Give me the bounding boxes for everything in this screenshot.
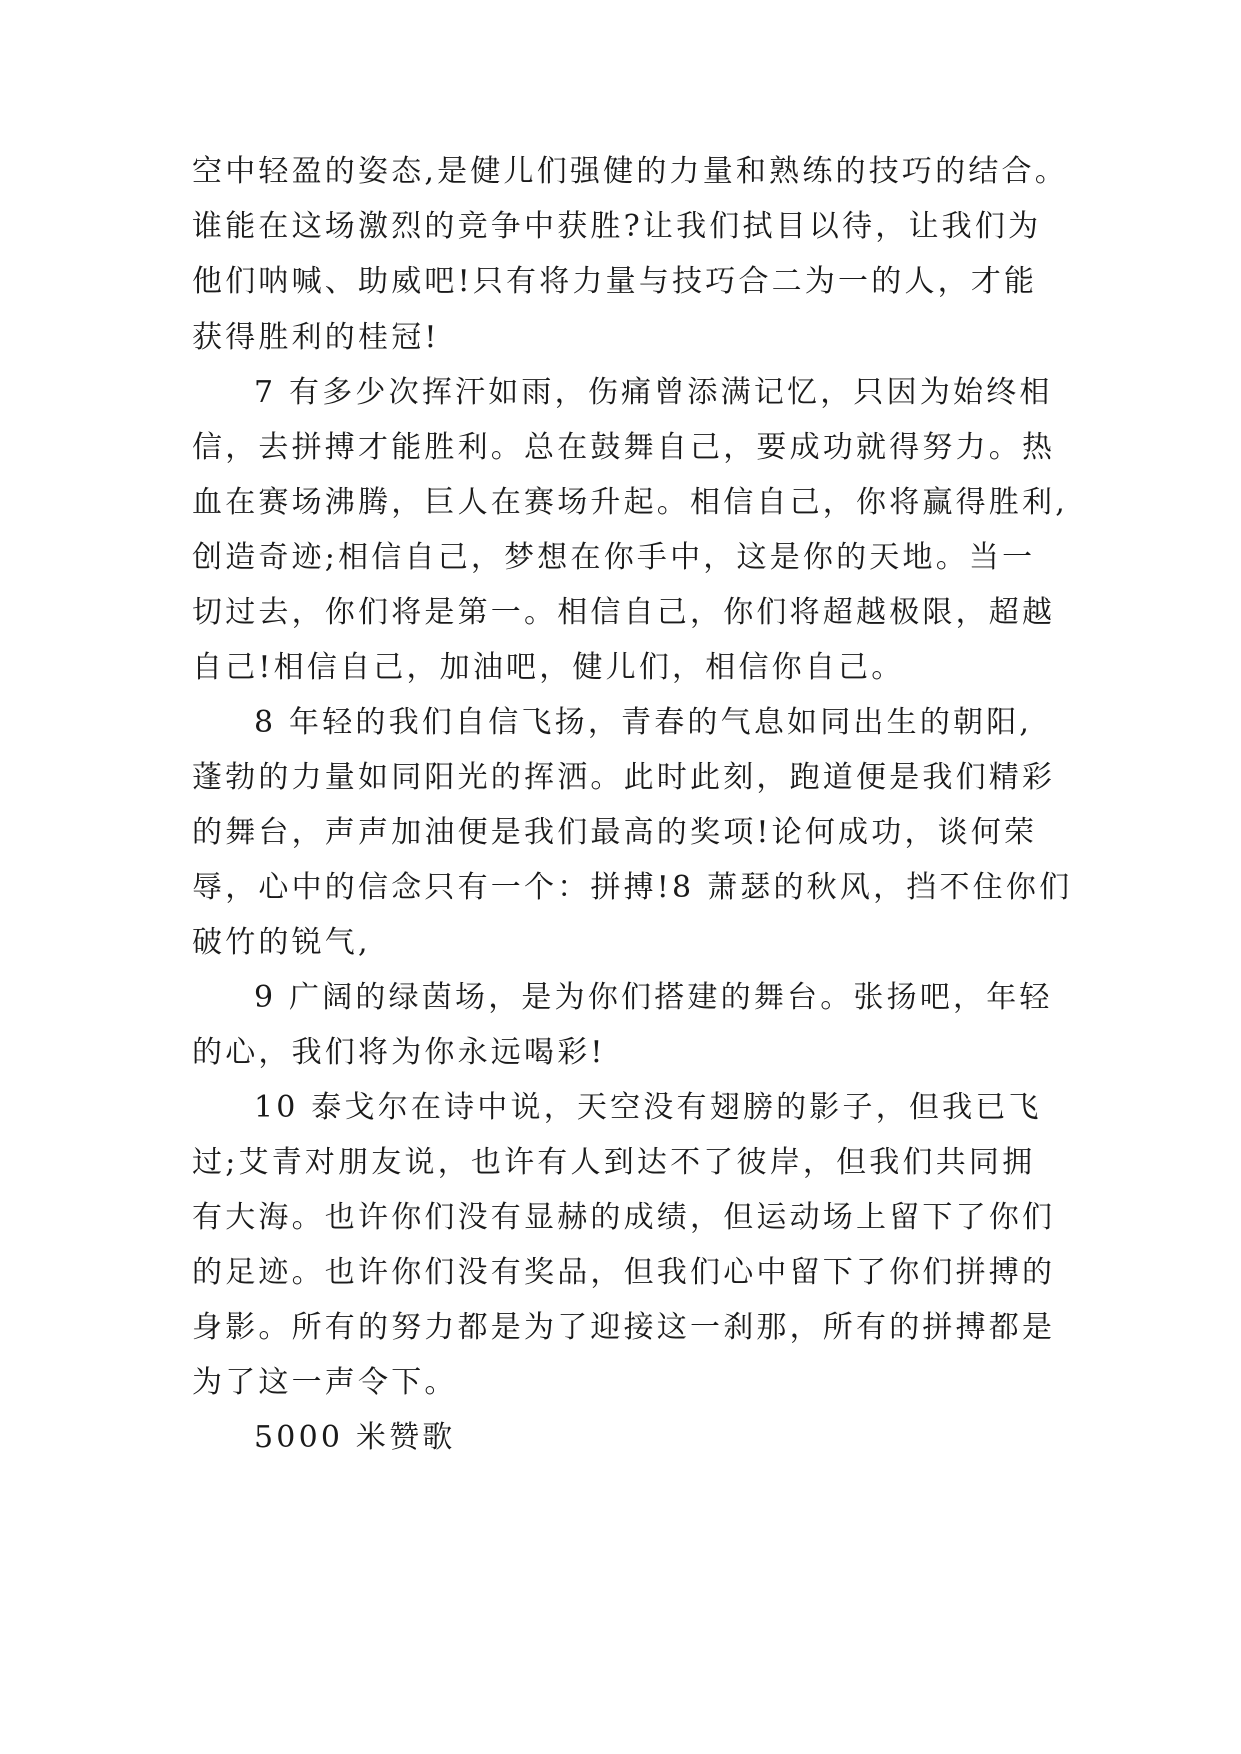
- text-line: 为了这一声令下。: [192, 1365, 458, 1400]
- text-line: 有大海。也许你们没有显赫的成绩，但运动场上留下了你们: [192, 1200, 1056, 1235]
- text-line: 切过去，你们将是第一。相信自己，你们将超越极限，超越: [192, 595, 1056, 630]
- text-line: 过;艾青对朋友说，也许有人到达不了彼岸，但我们共同拥: [192, 1145, 1036, 1180]
- text-line: 破竹的锐气,: [192, 925, 371, 960]
- text-line: 身影。所有的努力都是为了迎接这一刹那，所有的拼搏都是: [192, 1310, 1056, 1345]
- text-line: 的舞台，声声加油便是我们最高的奖项!论何成功，谈何荣: [192, 815, 1038, 850]
- text-line: 获得胜利的桂冠!: [192, 320, 440, 355]
- text-line: 的足迹。也许你们没有奖品，但我们心中留下了你们拼搏的: [192, 1255, 1056, 1290]
- section-heading: 5000 米赞歌: [254, 1420, 456, 1455]
- text-line: 辱，心中的信念只有一个：拼搏!8 萧瑟的秋风，挡不住你们: [192, 870, 1073, 905]
- text-line: 血在赛场沸腾，巨人在赛场升起。相信自己，你将赢得胜利,: [192, 485, 1068, 520]
- text-line: 信，去拼搏才能胜利。总在鼓舞自己，要成功就得努力。热: [192, 430, 1056, 465]
- paragraph-start-7: 7 有多少次挥汗如雨，伤痛曾添满记忆，只因为始终相: [254, 375, 1053, 410]
- text-line: 蓬勃的力量如同阳光的挥洒。此时此刻，跑道便是我们精彩: [192, 760, 1056, 795]
- paragraph-start-9: 9 广阔的绿茵场，是为你们搭建的舞台。张扬吧，年轻: [254, 980, 1053, 1015]
- text-line: 空中轻盈的姿态,是健儿们强健的力量和熟练的技巧的结合。: [192, 154, 1068, 189]
- text-line: 他们呐喊、助威吧!只有将力量与技巧合二为一的人，才能: [192, 264, 1038, 299]
- paragraph-start-10: 10 泰戈尔在诗中说，天空没有翅膀的影子，但我已飞: [254, 1090, 1042, 1125]
- paragraph-start-8: 8 年轻的我们自信飞扬，青春的气息如同出生的朝阳,: [254, 705, 1033, 740]
- text-line: 谁能在这场激烈的竞争中获胜?让我们拭目以待，让我们为: [192, 209, 1042, 244]
- text-line: 自己!相信自己，加油吧，健儿们，相信你自己。: [192, 650, 905, 685]
- text-line: 创造奇迹;相信自己，梦想在你手中，这是你的天地。当一: [192, 540, 1036, 575]
- text-line: 的心，我们将为你永远喝彩!: [192, 1035, 606, 1070]
